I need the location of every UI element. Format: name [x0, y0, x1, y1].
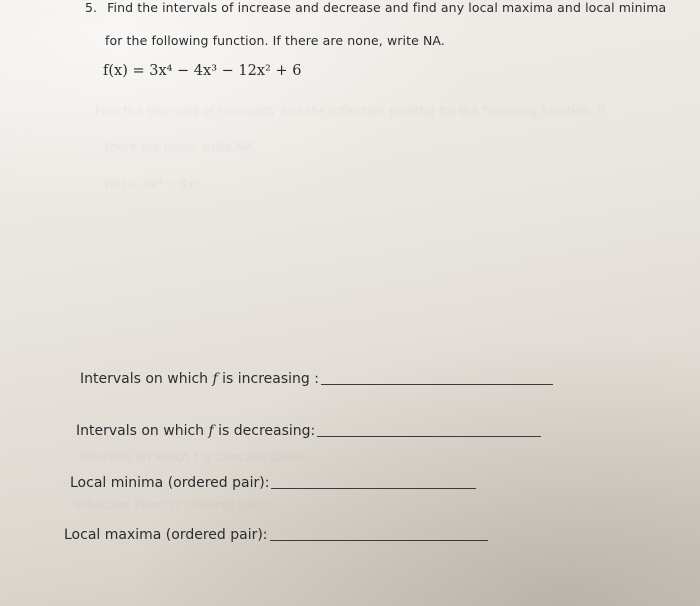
- decreasing-label-pre: Intervals on which: [76, 423, 209, 439]
- decreasing-label: [76, 423, 315, 439]
- bleed-through-line-5: Inflection Point(s) (ordered pair):: [75, 498, 271, 512]
- question-line-1: [85, 0, 666, 15]
- decreasing-label-var: f: [208, 423, 214, 439]
- decreasing-label-post: is decreasing:: [213, 423, 316, 439]
- increasing-label-var: f: [212, 371, 218, 387]
- local-minima-field: [70, 474, 476, 491]
- increasing-label: [80, 371, 319, 387]
- question-line-2: for the following function. If there are none, write NA.: [105, 33, 445, 48]
- question-instruction: Find the intervals of increase and decrease and find any local maxima and local minima: [107, 0, 667, 15]
- bleed-through-line-2: there are none, write NA.: [105, 140, 257, 154]
- local-minima-label: Local minima (ordered pair):: [70, 475, 270, 491]
- increasing-answer-line[interactable]: [321, 370, 553, 385]
- bleed-through-line-4: Intervals on which f is Concave Down:: [80, 450, 309, 464]
- decreasing-intervals-field: [76, 422, 541, 439]
- local-maxima-answer-line[interactable]: [270, 526, 488, 541]
- increasing-label-pre: Intervals on which: [80, 371, 213, 387]
- bleed-through-line-3: f(x) = 8x⁴ − 4x³: [105, 177, 200, 191]
- local-maxima-label: Local maxima (ordered pair):: [64, 527, 268, 543]
- function-formula: f(x) = 3x⁴ − 4x³ − 12x² + 6: [103, 63, 302, 79]
- bleed-through-line-1: Find the intervals of concavity and the inflection point(s) for the following function. If: [95, 104, 605, 118]
- increasing-label-post: is increasing :: [217, 371, 319, 387]
- increasing-intervals-field: [80, 370, 553, 387]
- question-number: 5.: [85, 0, 98, 15]
- decreasing-answer-line[interactable]: [317, 422, 541, 437]
- local-minima-answer-line[interactable]: [271, 474, 476, 489]
- local-maxima-field: [64, 526, 488, 543]
